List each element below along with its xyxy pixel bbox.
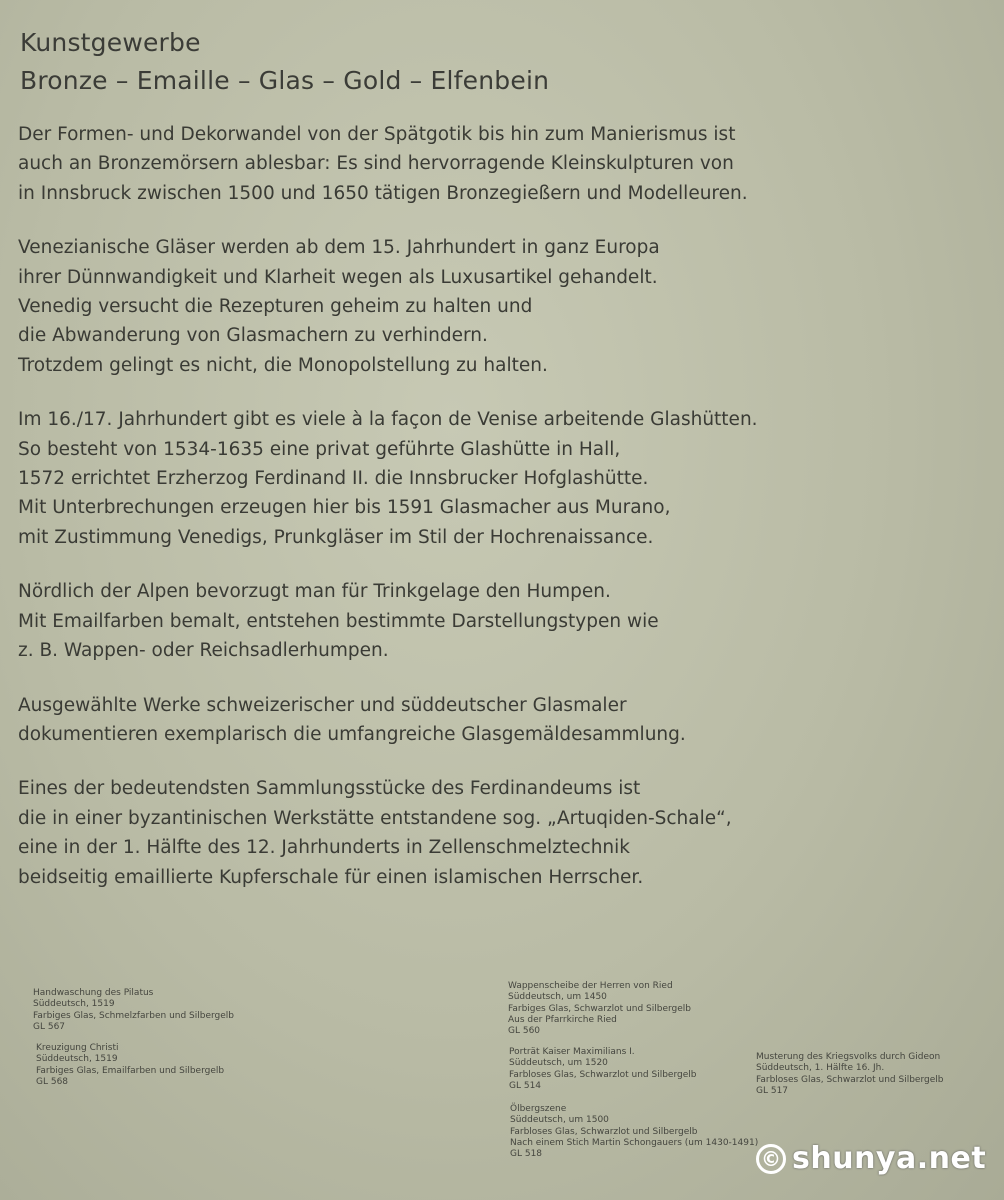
caption-line: Farbiges Glas, Schmelzfarben und Silbergelb: [33, 1010, 235, 1021]
text-line: Mit Emailfarben bemalt, entstehen bestimmte Darstellungstypen wie: [18, 610, 659, 632]
text-line: eine in der 1. Hälfte des 12. Jahrhunderts in Zellenschmelztechnik: [18, 837, 630, 859]
text-line: dokumentieren exemplarisch die umfangreiche Glasgemäldesammlung.: [18, 723, 686, 745]
caption-title: Handwaschung des Pilatus: [33, 988, 154, 998]
copyright-icon: ©: [756, 1144, 786, 1174]
object-caption: [33, 988, 234, 1033]
caption-line: Farbloses Glas, Schwarzlot und Silbergelb: [509, 1069, 697, 1080]
text-line: Nördlich der Alpen bevorzugt man für Trinkgelage den Humpen.: [18, 581, 611, 603]
caption-line: Süddeutsch, um 1450: [508, 992, 607, 1003]
caption-line: Süddeutsch, 1519: [36, 1054, 118, 1065]
caption-line: Süddeutsch, um 1520: [509, 1058, 608, 1069]
text-line: 1572 errichtet Erzherzog Ferdinand II. die Innsbrucker Hofglashütte.: [18, 468, 649, 490]
text-line: Venedig versucht die Rezepturen geheim zu halten und: [18, 296, 533, 318]
text-line: auch an Bronzemörsern ablesbar: Es sind hervorragende Kleinskulpturen von: [18, 153, 734, 175]
caption-line: Süddeutsch, um 1500: [510, 1115, 609, 1126]
caption-line: GL 568: [36, 1076, 69, 1087]
caption-line: Süddeutsch, 1519: [33, 999, 115, 1010]
text-line: Mit Unterbrechungen erzeugen hier bis 1591 Glasmacher aus Murano,: [18, 497, 671, 519]
text-line: Eines der bedeutendsten Sammlungsstücke des Ferdinandeums ist: [18, 778, 641, 800]
object-caption: [36, 1043, 224, 1088]
object-caption: [509, 1047, 696, 1092]
text-line: z. B. Wappen- oder Reichsadlerhumpen.: [18, 640, 389, 662]
caption-title: Musterung des Kriegsvolks durch Gideon: [756, 1052, 941, 1062]
object-caption: [756, 1052, 943, 1097]
text-line: Ausgewählte Werke schweizerischer und süddeutscher Glasmaler: [18, 694, 627, 716]
caption-line: Nach einem Stich Martin Schongauers (um 1430-1491): [510, 1137, 759, 1148]
panel-subtitle: Bronze – Emaille – Glas – Gold – Elfenbein: [20, 66, 550, 95]
text-line: Venezianische Gläser werden ab dem 15. Jahrhundert in ganz Europa: [18, 237, 660, 259]
text-line: die Abwanderung von Glasmachern zu verhindern.: [18, 325, 488, 347]
text-line: beidseitig emaillierte Kupferschale für einen islamischen Herrscher.: [18, 866, 644, 888]
text-line: So besteht von 1534-1635 eine privat geführte Glashütte in Hall,: [18, 438, 621, 460]
text-line: mit Zustimmung Venedigs, Prunkgläser im Stil der Hochrenaissance.: [18, 526, 654, 548]
caption-line: Süddeutsch, 1. Hälfte 16. Jh.: [756, 1063, 885, 1074]
watermark-text: shunya.net: [792, 1141, 987, 1176]
text-line: Trotzdem gelingt es nicht, die Monopolstellung zu halten.: [18, 354, 548, 376]
text-line: Im 16./17. Jahrhundert gibt es viele à la façon de Venise arbeitende Glashütten.: [18, 409, 758, 431]
object-caption: [508, 981, 691, 1037]
caption-line: Farbloses Glas, Schwarzlot und Silbergelb: [510, 1126, 698, 1137]
caption-title: Ölbergszene: [510, 1104, 567, 1114]
object-caption: [510, 1104, 758, 1160]
text-line: in Innsbruck zwischen 1500 und 1650 tätigen Bronzegießern und Modelleuren.: [18, 182, 748, 204]
caption-line: GL 514: [509, 1080, 542, 1091]
text-line: ihrer Dünnwandigkeit und Klarheit wegen als Luxusartikel gehandelt.: [18, 266, 658, 288]
caption-line: GL 567: [33, 1021, 66, 1032]
caption-line: GL 518: [510, 1149, 543, 1160]
panel-title: Kunstgewerbe: [20, 28, 201, 57]
caption-line: Farbiges Glas, Schwarzlot und Silbergelb: [508, 1003, 691, 1014]
caption-line: Farbloses Glas, Schwarzlot und Silbergelb: [756, 1074, 944, 1085]
caption-title: Porträt Kaiser Maximilians I.: [509, 1047, 635, 1057]
text-line: Der Formen- und Dekorwandel von der Spätgotik bis hin zum Manierismus ist: [18, 124, 736, 145]
caption-line: Aus der Pfarrkirche Ried: [508, 1014, 617, 1025]
text-line: die in einer byzantinischen Werkstätte entstandene sog. „Artuqiden-Schale“,: [18, 807, 732, 829]
caption-line: GL 517: [756, 1085, 789, 1096]
watermark: [756, 1141, 986, 1176]
caption-title: Kreuzigung Christi: [36, 1043, 119, 1053]
caption-line: Farbiges Glas, Emailfarben und Silbergelb: [36, 1065, 225, 1076]
caption-line: GL 560: [508, 1026, 541, 1037]
caption-title: Wappenscheibe der Herren von Ried: [508, 981, 673, 991]
